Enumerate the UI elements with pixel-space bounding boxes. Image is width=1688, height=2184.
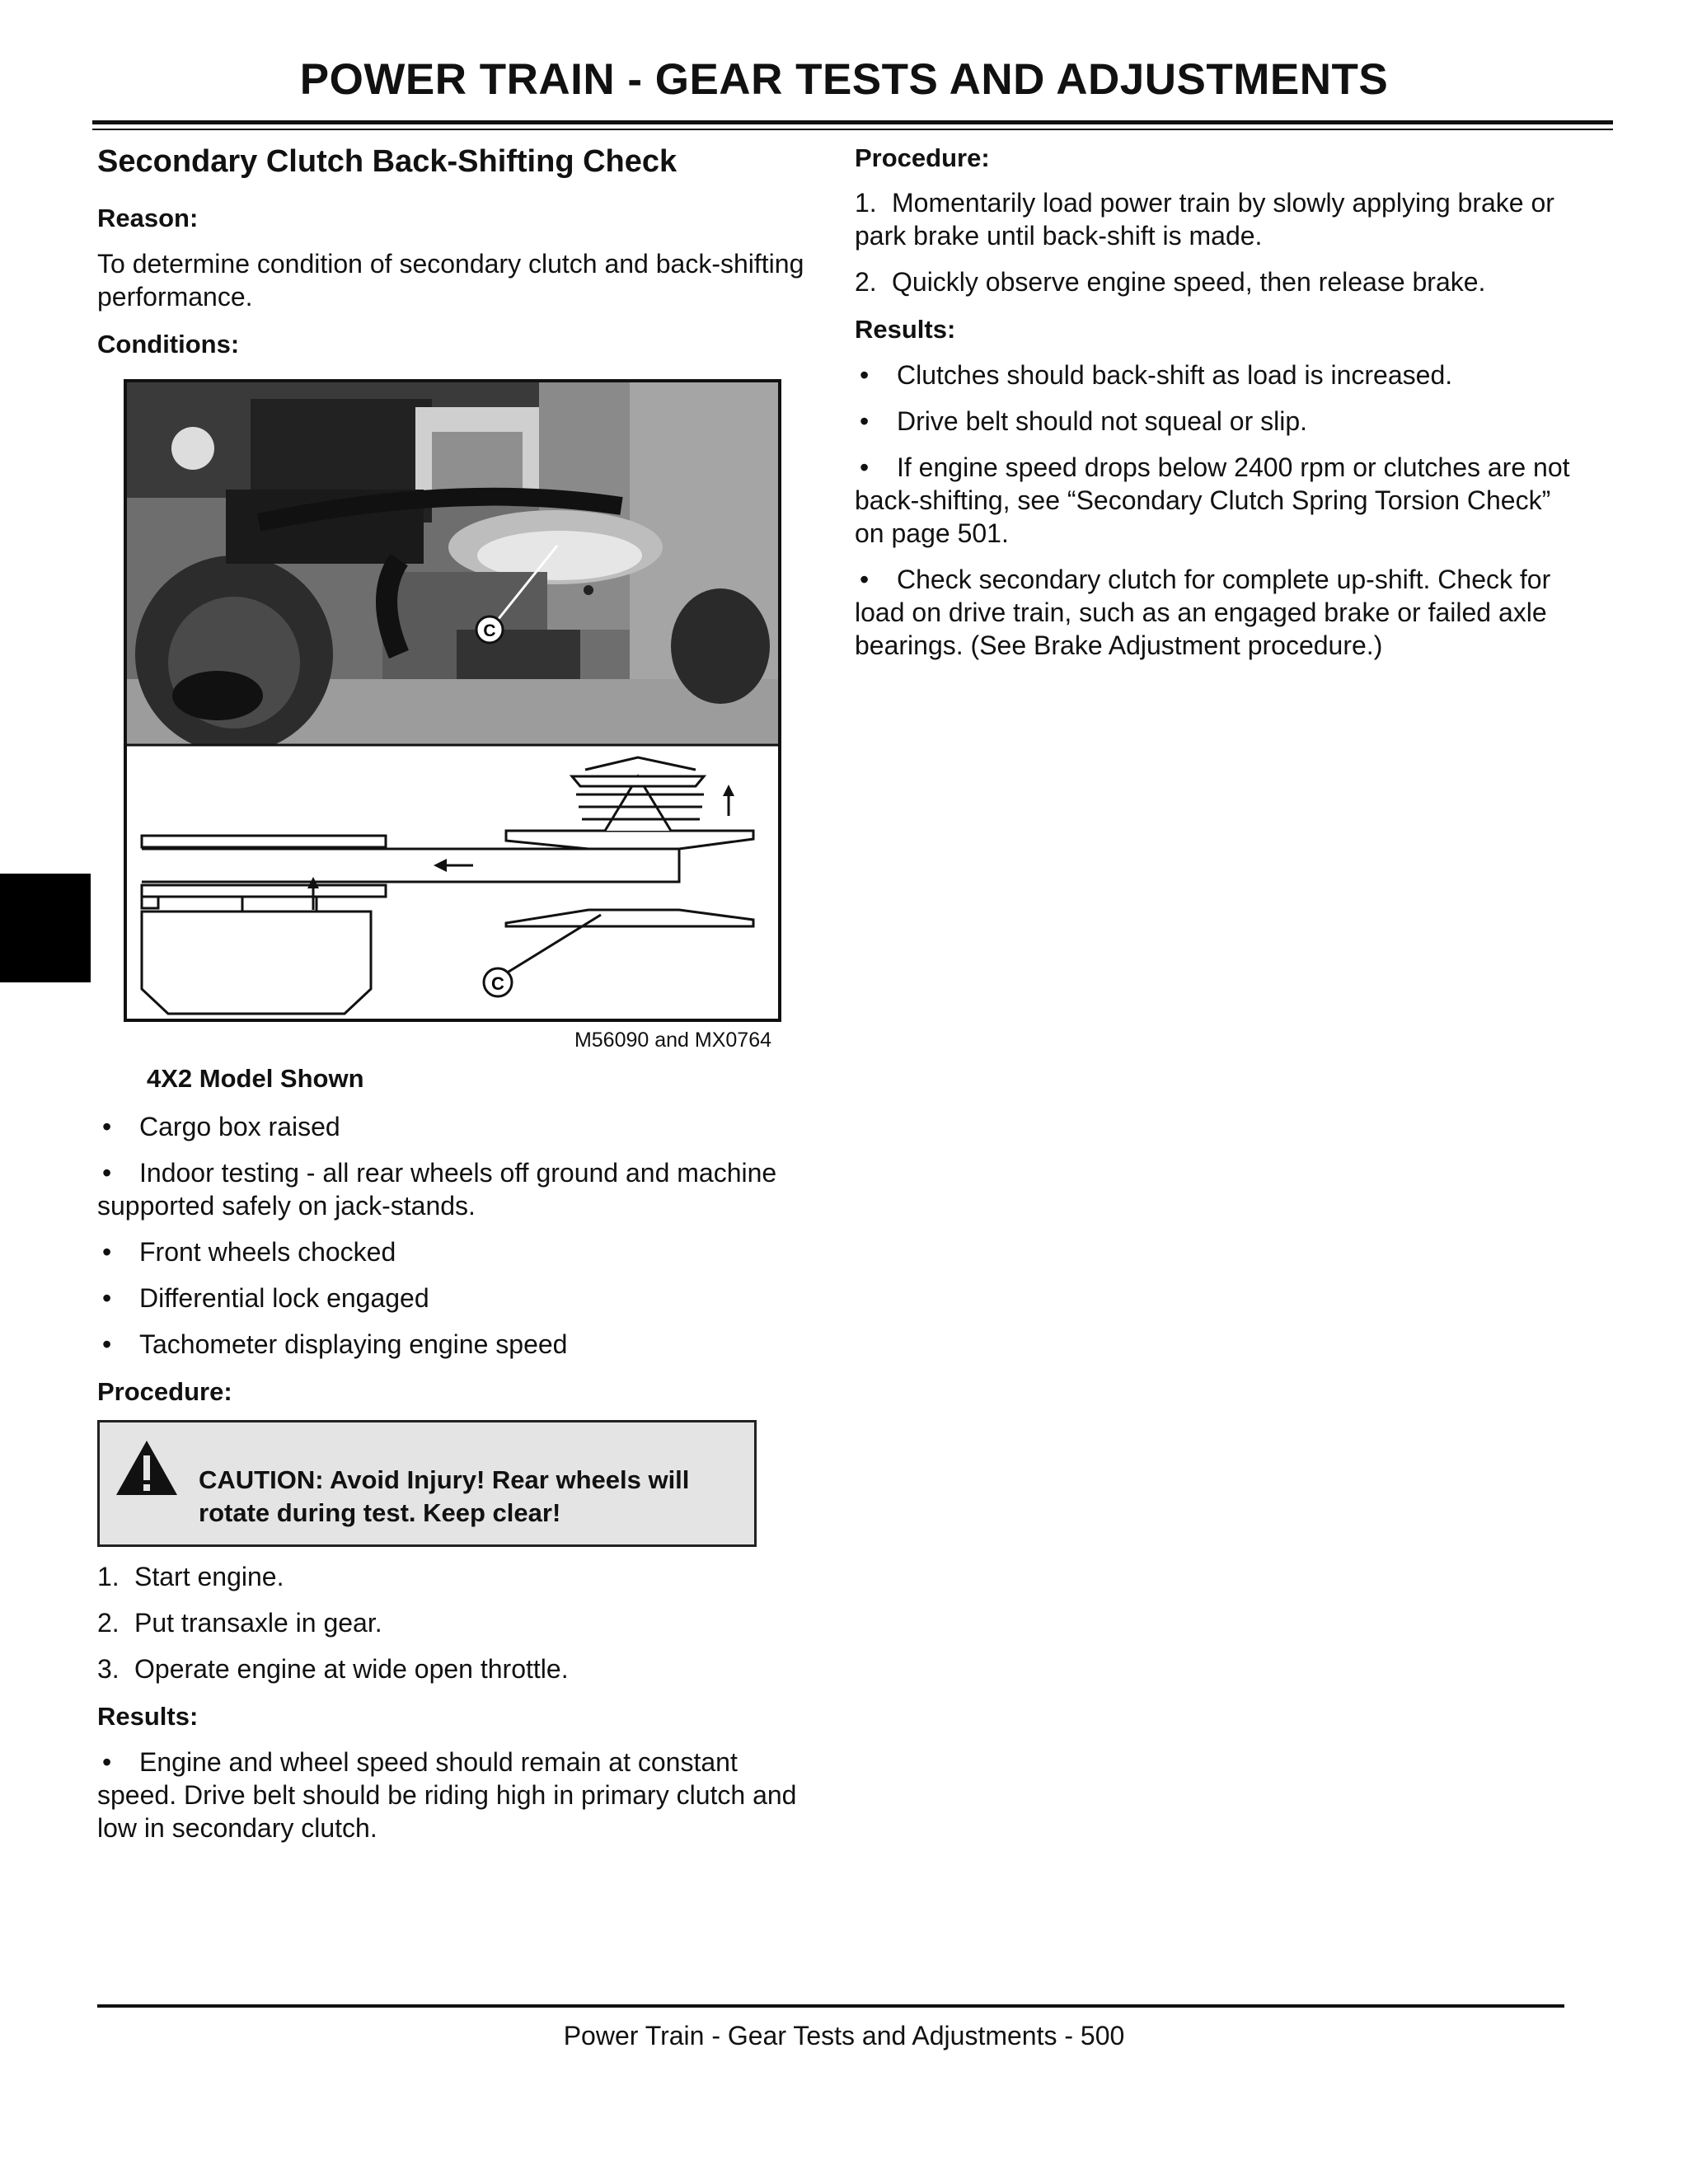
section-tab-marker [0,874,91,982]
procedure-steps-right [855,186,1572,298]
list-item: • Cargo box raised [97,1110,806,1143]
reason-label: Reason: [97,204,199,233]
list-item: • Engine and wheel speed should remain at constant speed. Drive belt should be riding high in primary clutch and low in secondary clutch. [97,1746,806,1844]
results-list [97,1746,806,1844]
list-item: • Differential lock engaged [97,1282,806,1315]
list-item: • Drive belt should not squeal or slip. [855,405,1572,438]
drawing-callout-label: C [491,972,504,994]
page-footer: Power Train - Gear Tests and Adjustments - 500 [563,2021,1125,2050]
list-item: 1. Start engine. [97,1562,284,1592]
results-label-right: Results: [855,315,956,344]
list-item: 3. Operate engine at wide open throttle. [97,1654,569,1685]
list-item: • Indoor testing - all rear wheels off ground and machine supported safely on jack-stands. [97,1156,806,1222]
header-rule [92,120,1613,124]
photo-callout-label: C [483,621,496,640]
procedure-steps [97,1560,806,1685]
clutch-figure [124,379,781,1022]
figure-reference: M56090 and MX0764 [574,1028,771,1052]
conditions-label: Conditions: [97,329,240,359]
procedure-label-right: Procedure: [855,143,990,172]
list-item: • Front wheels chocked [97,1235,806,1268]
left-column [97,135,806,1858]
list-item: 2. Quickly observe engine speed, then release brake. [855,267,1486,298]
list-item: • Clutches should back-shift as load is increased. [855,359,1572,391]
list-item: 2. Put transaxle in gear. [97,1608,382,1638]
results-label: Results: [97,1702,199,1732]
right-column [855,135,1572,675]
page-title: POWER TRAIN - GEAR TESTS AND ADJUSTMENTS [299,55,1389,104]
results-list-right [855,359,1572,662]
list-item: • Tachometer displaying engine speed [97,1328,806,1361]
caution-text: CAUTION: Avoid Injury! Rear wheels will rotate during test. Keep clear! [199,1465,690,1528]
figure-caption: 4X2 Model Shown [147,1063,364,1093]
section-title: Secondary Clutch Back-Shifting Check [97,144,678,179]
list-item: • If engine speed drops below 2400 rpm or clutches are not back-shifting, see “Secondary Clutch Spring Torsion Check” on page 501. [855,451,1572,550]
reason-text: To determine condition of secondary clutch and back-shifting performance. [97,248,804,312]
list-item: • Check secondary clutch for complete up-shift. Check for load on drive train, such as an engaged brake or failed axle bearings. (See Brake Adjustment procedure.) [855,563,1572,662]
warning-triangle-icon [115,1439,179,1497]
caution-box [97,1420,757,1547]
conditions-list [97,1110,806,1361]
footer-rule [97,2004,1564,2008]
clutch-illustration [127,382,778,1019]
header-rule-thin [92,129,1613,130]
list-item: 1. Momentarily load power train by slowly applying brake or park brake until back-shift is made. [855,188,1554,251]
procedure-label: Procedure: [97,1376,232,1406]
